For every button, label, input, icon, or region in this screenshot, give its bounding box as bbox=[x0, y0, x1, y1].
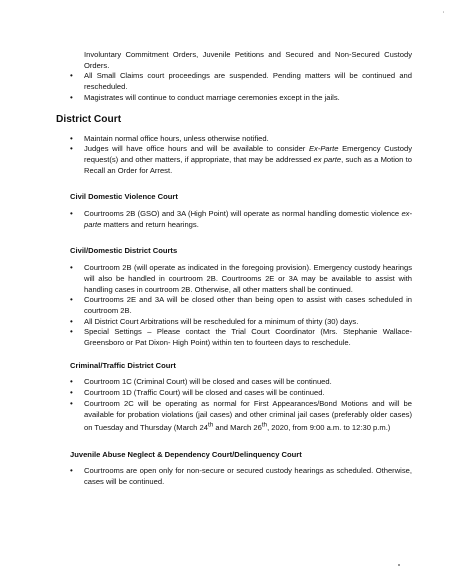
text-run: , 2020, from 9:00 a.m. to 12:30 p.m.) bbox=[267, 422, 391, 432]
list-item-text bbox=[84, 399, 412, 432]
list-item-text: Special Settings – Please contact the Trial Court Coordinator (Mrs. Stephanie Wallace- Greensboro or Pat Dixon- High Point) within ten to fourteen days to reschedule. bbox=[84, 327, 412, 348]
list-item bbox=[56, 71, 412, 92]
bullet-icon: • bbox=[70, 388, 73, 398]
bullet-icon: • bbox=[70, 466, 73, 476]
list-item bbox=[56, 134, 412, 145]
bullet-icon: • bbox=[70, 327, 73, 337]
text-run: Judges will have office hours and will be available to consider bbox=[84, 144, 309, 154]
ordinal-suffix: th bbox=[261, 421, 268, 429]
text-run: Courtroom 2C will be operating as normal for First Appearances/Bond Motions and will be available for probation violations (jail cases) and other criminal jail cases (preferably older cases) on Tuesday and Thursday (March 24 bbox=[84, 398, 412, 432]
continued-paragraph: Involuntary Commitment Orders, Juvenile Petitions and Secured and Non-Secured Custody Orders. bbox=[84, 50, 412, 70]
subheading-criminal-traffic: Criminal/Traffic District Court bbox=[70, 360, 176, 370]
bullet-icon: • bbox=[70, 295, 73, 305]
ordinal-suffix: th bbox=[207, 421, 214, 429]
list-item bbox=[56, 388, 412, 399]
civil-dv-list bbox=[56, 209, 412, 230]
list-item bbox=[56, 209, 412, 230]
italic-term: ex-parte bbox=[84, 209, 412, 229]
district-court-list bbox=[56, 134, 412, 177]
bullet-icon: • bbox=[70, 263, 73, 273]
list-item bbox=[56, 466, 412, 487]
criminal-list bbox=[56, 377, 412, 433]
bullet-icon: • bbox=[70, 316, 73, 326]
document-body bbox=[56, 50, 412, 488]
subheading-civil-domestic-district: Civil/Domestic District Courts bbox=[70, 246, 178, 256]
text-run: and March 26 bbox=[213, 422, 262, 432]
list-item-text: All District Court Arbitrations will be rescheduled for a minimum of thirty (30) days. bbox=[84, 316, 359, 326]
list-item bbox=[56, 317, 412, 328]
list-item bbox=[56, 327, 412, 348]
section-title-district-court: District Court bbox=[56, 113, 122, 125]
bullet-icon: • bbox=[70, 377, 73, 387]
text-run: Courtrooms 2B (GSO) and 3A (High Point) will operate as normal handling domestic violence bbox=[84, 209, 402, 219]
list-item-text: Courtrooms are open only for non-secure or secured custody hearings as scheduled. Otherwise, cases will be continued. bbox=[84, 466, 412, 486]
juvenile-list bbox=[56, 466, 412, 487]
list-item bbox=[56, 144, 412, 176]
text-run: , such as a Motion to Recall an Order for Arrest. bbox=[84, 154, 412, 175]
italic-term: ex parte bbox=[313, 154, 342, 164]
italic-term: Ex-Parte bbox=[308, 144, 339, 154]
bullet-icon: • bbox=[70, 71, 73, 81]
list-item bbox=[56, 263, 412, 295]
list-item bbox=[56, 377, 412, 388]
intro-list bbox=[56, 71, 412, 103]
list-item-text bbox=[84, 209, 412, 229]
bullet-icon: • bbox=[70, 144, 73, 154]
list-item-text: Courtroom 2B (will operate as indicated in the foregoing provision). Emergency custody hearings will also be handled in courtroom 2B. Courtrooms 2E or 3A may be available to assist with handling cases in courtroom 2B. Otherwise, all other matters shall be continued. bbox=[84, 263, 412, 294]
bullet-icon: • bbox=[70, 398, 73, 408]
bullet-icon: • bbox=[70, 92, 73, 102]
list-item-text: Courtroom 1C (Criminal Court) will be closed and cases will be continued. bbox=[84, 377, 332, 387]
scan-speck bbox=[398, 564, 400, 566]
subheading-civil-domestic-violence: Civil Domestic Violence Court bbox=[70, 192, 178, 202]
list-item bbox=[56, 93, 412, 104]
subheading-juvenile: Juvenile Abuse Neglect & Dependency Court/Delinquency Court bbox=[70, 449, 302, 459]
bullet-icon: • bbox=[70, 209, 73, 219]
list-item-text: Magistrates will continue to conduct marriage ceremonies except in the jails. bbox=[84, 92, 340, 102]
list-item bbox=[56, 399, 412, 434]
corner-mark: ʼ bbox=[442, 12, 444, 18]
list-item-text: Maintain normal office hours, unless otherwise notified. bbox=[84, 133, 269, 143]
text-run: Emergency Custody request(s) and other matters, if appropriate, that may be addressed bbox=[84, 144, 412, 164]
list-item-text: Courtroom 1D (Traffic Court) will be closed and cases will be continued. bbox=[84, 388, 325, 398]
list-item-text: Courtrooms 2E and 3A will be closed other than being open to assist with cases scheduled in courtroom 2B. bbox=[84, 295, 412, 315]
list-item-text bbox=[84, 144, 412, 174]
bullet-icon: • bbox=[70, 133, 73, 143]
text-run: matters and return hearings. bbox=[101, 219, 199, 229]
list-item bbox=[56, 295, 412, 316]
civil-district-list bbox=[56, 263, 412, 349]
list-item-text: All Small Claims court proceedings are suspended. Pending matters will be continued and rescheduled. bbox=[84, 71, 412, 92]
